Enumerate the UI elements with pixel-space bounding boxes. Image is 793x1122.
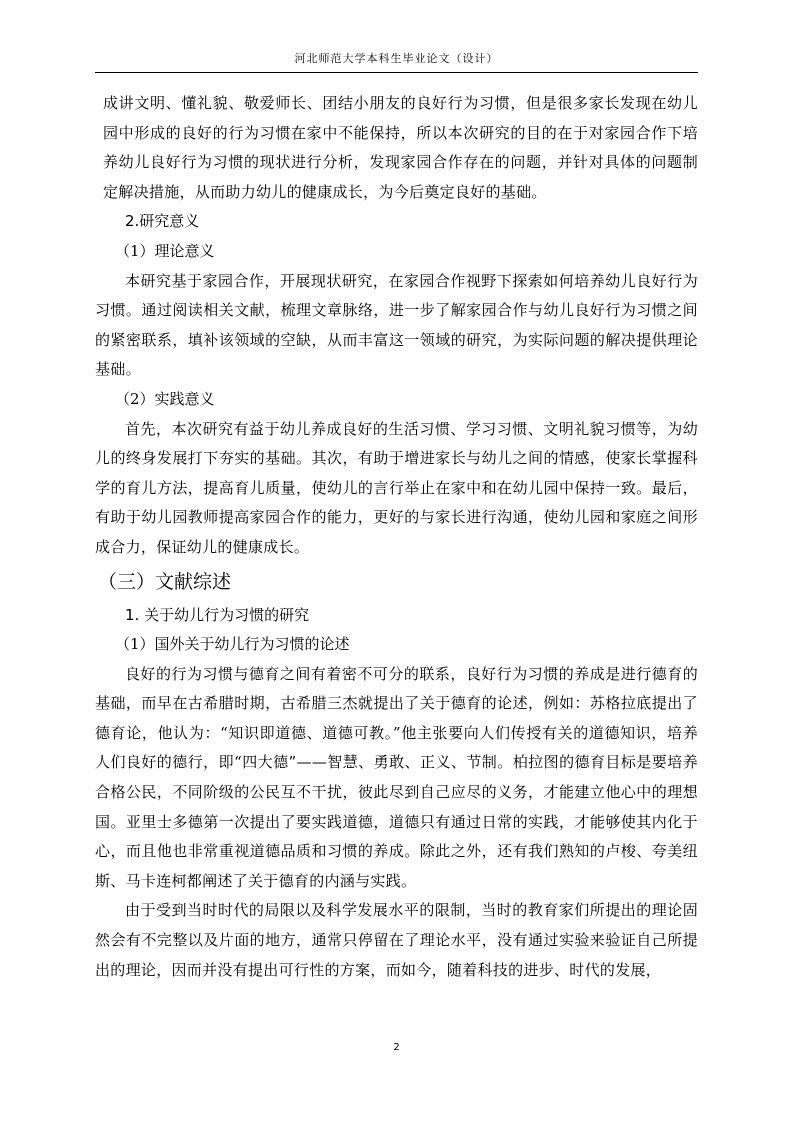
paragraph-foreign-discussion-1: 良好的行为习惯与德育之间有着密不可分的联系，良好行为习惯的养成是进行德育的基础，而早在古希腊时期，古希腊三杰就提出了关于德育的论述，例如：苏格拉底提出了德育论，他认为：“知识即道德、道德可教。”他主张要向人们传授有关的道德知识，培养人们良好的德行，即“四大德”——智慧、勇敢、正义、节制。柏拉图的德育目标是要培养合格公民，不同阶级的公民互不干扰，彼此尽到自己应尽的义务，才能建立他心中的理想国。亚里士多德第一次提出了要实践道德，道德只有通过日常的实践，才能够使其内化于心，而且他也非常重视道德品质和习惯的养成。除此之外，还有我们熟知的卢梭、夸美纽斯、马卡连柯都阐述了关于德育的内涵与实践。 (95, 664, 698, 890)
paragraph-theoretical-significance: 本研究基于家园合作，开展现状研究，在家园合作视野下探索如何培养幼儿良好行为习惯。通过阅读相关文献，梳理文章脉络，进一步了解家园合作与幼儿良好行为习惯之间的紧密联系，填补该领域的空缺，从而丰富这一领域的研究，为实际问题的解决提供理论基础。 (95, 271, 698, 379)
page-body (95, 89, 698, 985)
header-divider (95, 72, 698, 73)
paragraph-practical-significance: 首先，本次研究有益于幼儿养成良好的生活习惯、学习习惯、文明礼貌习惯等，为幼儿的终身发展打下夯实的基础。其次，有助于增进家长与幼儿之间的情感，使家长掌握科学的育儿方法，提高育儿质量，使幼儿的言行举止在家中和在幼儿园中保持一致。最后，有助于幼儿园教师提高家园合作的能力，更好的与家长进行沟通，使幼儿园和家庭之间形成合力，保证幼儿的健康成长。 (95, 419, 698, 556)
running-header: 河北师范大学本科生毕业论文（设计） (294, 52, 499, 65)
heading-research-significance: 2.研究意义 (125, 212, 200, 231)
paragraph-foreign-discussion-2: 由于受到当时时代的局限以及科学发展水平的限制，当时的教育家们所提出的理论固然会有不完整以及片面的地方，通常只停留在了理论水平，没有通过实验来验证自己所提出的理论，因而并没有提出可行性的方案，而如今，随着科技的进步、时代的发展， (95, 901, 698, 979)
heading-behavior-habits-research: 1. 关于幼儿行为习惯的研究 (125, 605, 310, 624)
heading-theoretical-significance: （1）理论意义 (115, 241, 215, 260)
heading-practical-significance: （2）实践意义 (115, 389, 215, 408)
section-heading-literature-review: （三）文献综述 (98, 570, 232, 593)
page-number: 2 (393, 1042, 400, 1053)
paragraph-intro-continued: 成讲文明、懂礼貌、敬爱师长、团结小朋友的良好行为习惯，但是很多家长发现在幼儿园中形成的良好的行为习惯在家中不能保持，所以本次研究的目的在于对家园合作下培养幼儿良好行为习惯的现状进行分析，发现家园合作存在的问题，并针对具体的问题制定解决措施，从而助力幼儿的健康成长，为今后奠定良好的基础。 (103, 94, 698, 201)
heading-foreign-discussion: （1）国外关于幼儿行为习惯的论述 (115, 635, 350, 654)
